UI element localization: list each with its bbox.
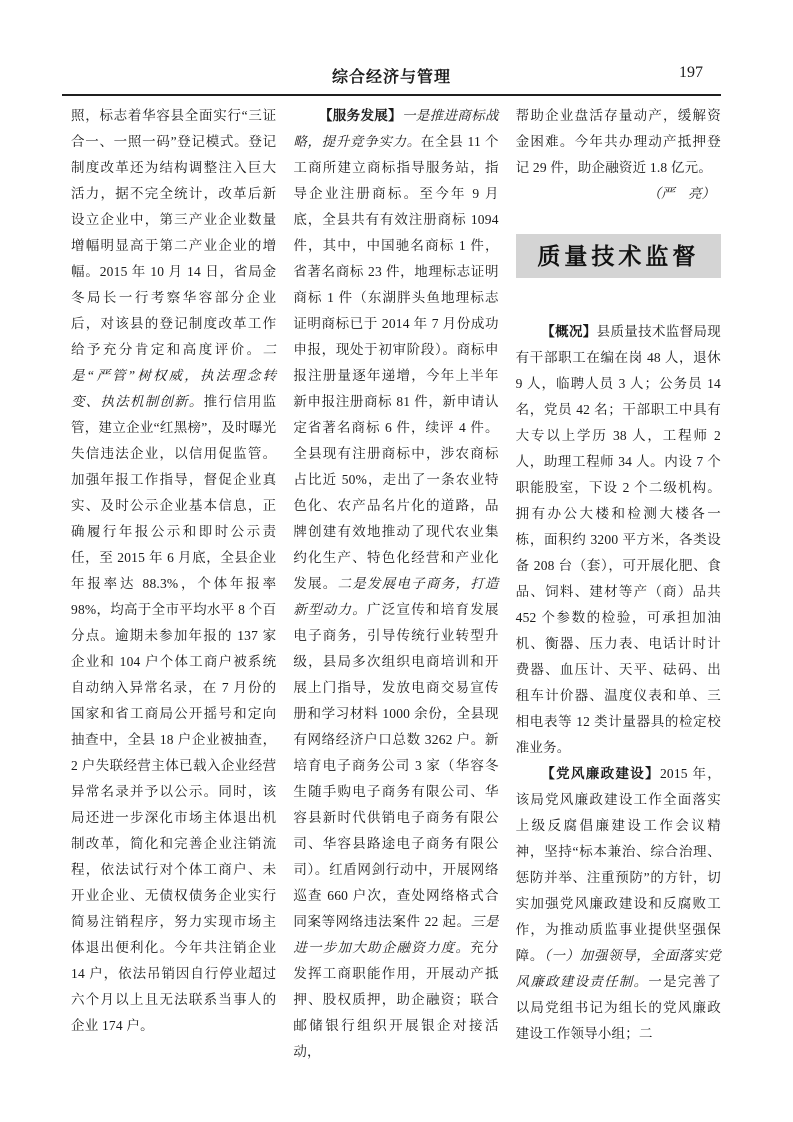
body-paragraph — [516, 103, 721, 181]
page-header — [62, 64, 721, 96]
text-run: 在全县 11 个工商所建立商标指导服务站，指导企业注册商标。至今年 9 月底，全县共有有效注册商标 1094 件，其中，中国驰名商标 1 件，省著名商标 23 件，地理标志证明商标 1 件（东湖胖头鱼地理标志证明商标已于 2014 年 7 月份成功申报，现处于初审阶段）。商标申报注册量逐年递增，今年上半年新申报注册商标 81 件，新申请认定省著名商标 6 件，续评 4 件。全县现有注册商标中，涉农商标占比近 50%，走出了一条农业特色化、农产品名片化的道路，品牌创建有效地推动了现代农业集约化生产、特色化经营和产业化发展。 — [293, 134, 499, 591]
entry-heading: 【服务发展】 — [318, 108, 402, 123]
emphasis-text-run: 二是发展电子商务，打造新型动力。 — [293, 576, 499, 617]
entry-heading: 【党风廉政建设】 — [541, 766, 660, 781]
body-paragraph — [516, 319, 721, 761]
body-paragraph — [293, 103, 498, 1065]
author-signature: （严 亮） — [647, 186, 715, 201]
emphasis-text-run: 二是“严管”树权威，执法理念转变、执法机制创新。 — [71, 342, 277, 409]
emphasis-text-run: （一）加强领导，全面落实党风廉政建设责任制。 — [515, 948, 721, 989]
columns — [71, 103, 721, 1065]
text-run: 一是完善了以局党组书记为组长的党风廉政建设工作领导小组；二 — [515, 974, 721, 1041]
column-2 — [293, 103, 498, 1065]
text-run: 帮助企业盘活存量动产，缓解资金困难。今年共办理动产抵押登记 29 件，助企融资近 1.8 亿元。 — [515, 108, 721, 175]
text-run: 推行信用监管，建立企业“红黑榜”，及时曝光失信违法企业，以信用促监管。加强年报工作指导，督促企业真实、及时公示企业基本信息，正确履行年报公示和即时公示责任，至 2015 年 6 月底，全县企业年报率达 88.3%，个体年报率 98%，均高于全市平均水平 8 个百分点。逾期未参加年报的 137 家企业和 104 户个体工商户被系统自动纳入异常名录，在 7 月份的国家和省工商局公开摇号和定向抽查中，全县 18 户企业被抽查，2 户失联经营主体已载入企业经营异常名录并予以公示。同时，该局还进一步深化市场主体退出机制改革，简化和完善企业注销流程，依法试行对个体工商户、未开业企业、无债权债务企业实行简易注销程序，努力实现市场主体退出便利化。今年共注销企业 14 户，依法吊销因自行停业超过六个月以上且无法联系当事人的企业 174 户。 — [71, 394, 277, 1033]
section-heading-box: 质量技术监督 — [516, 234, 721, 278]
body-paragraph — [516, 761, 721, 1047]
column-1 — [71, 103, 276, 1039]
body-paragraph — [71, 103, 276, 1039]
text-run: 照，标志着华容县全面实行“三证合一、一照一码”登记模式。登记制度改革还为结构调整注入巨大活力，据不完全统计，改革后新设立企业中，第三产业企业数量增幅明显高于第二产业企业的增幅。2015 年 10 月 14 日，省局金冬局长一行考察华容部分企业后，对该县的登记制度改革工作给予充分肯定和高度评价。 — [71, 108, 277, 357]
running-head-title: 综合经济与管理 — [331, 69, 451, 86]
emphasis-text-run: 一是推进商标战略，提升竞争实力。 — [293, 108, 499, 149]
text-run: 充分发挥工商职能作用，开展动产抵押、股权质押，助企融资；联合邮储银行组织开展银企对接活动， — [293, 940, 499, 1059]
text-run: 2015 年，该局党风廉政建设工作全面落实上级反腐倡廉建设工作会议精神，坚持“标本兼治、综合治理、惩防并举、注重预防”的方针，切实加强党风廉政建设和反腐败工作，为推动质监事业提供坚强保障。 — [515, 766, 721, 963]
text-run: 县质量技术监督局现有干部职工在编在岗 48 人，退休 9 人，临聘人员 3 人；公务员 14 名，党员 42 名；干部职工中具有大专以上学历 38 人，工程师 2 人，助理工程师 34 人。内设 7 个职能股室，下设 2 个二级机构。拥有办公大楼和检测大楼各一栋，面积约 3200 平方米，各类设备 208 台（套），可开展化肥、食品、饲料、建材等产（商）品共 452 个参数的检验，可承担加油机、衡器、压力表、电话计时计费器、血压计、天平、砝码、出租车计价器、温度仪表和单、三相电表等 12 类计量器具的检定校准业务。 — [515, 324, 721, 755]
column-3 — [516, 103, 721, 1047]
page-number: 197 — [679, 64, 703, 81]
emphasis-text-run: 三是进一步加大助企融资力度。 — [293, 914, 499, 955]
text-run: 广泛宣传和培育发展电子商务，引导传统行业转型升级，县局多次组织电商培训和开展上门指导，发放电商交易宣传册和学习材料 1000 余份，全县现有网络经济户口总数 3262 户。新培育电子商务公司 3 家（华容冬生随手购电子商务有限公司、华容县新时代供销电子商务有限公司、华容县路途电子商务有限公司）。红盾网剑行动中，开展网络巡查 660 户次，查处网络格式合同案等网络违法案件 22 起。 — [293, 602, 499, 929]
entry-heading: 【概况】 — [541, 324, 597, 339]
